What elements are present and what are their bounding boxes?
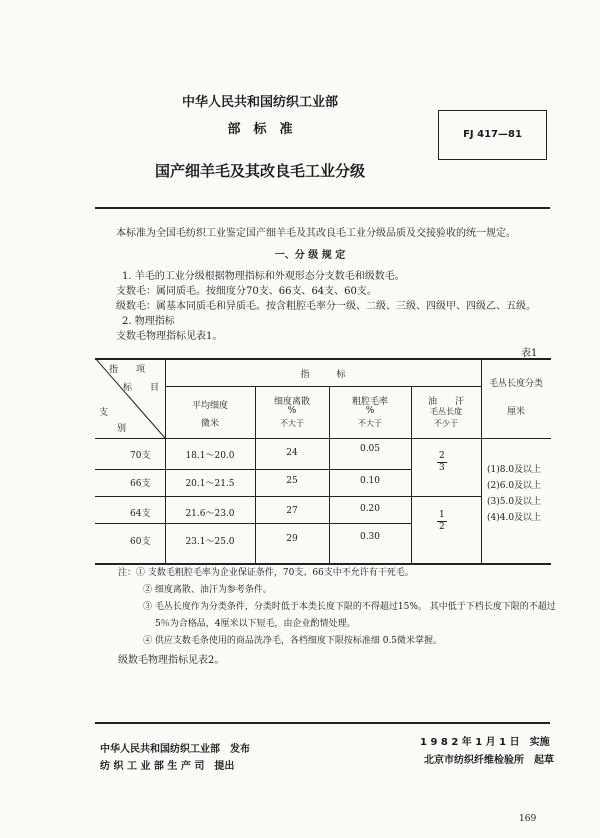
row-fineness: 20.1～21.5 — [185, 479, 235, 489]
footer-drafter: 北京市纺织纤维检验所 起草 — [424, 755, 554, 766]
col-length-name: 毛丛长度分类 — [488, 379, 543, 389]
grease-fraction-top: $\frac{2}{3}$ — [439, 451, 445, 473]
note-3b: 5％为合格品，4厘米以下短毛，由企业酌情处理。 — [155, 619, 356, 629]
section-heading: 一、分 级 规 定 — [274, 250, 346, 261]
indicators-header: 指 标 — [300, 370, 346, 380]
note-1: 注：① 支数毛粗腔毛率为企业保证条件，70支、66支中不允许有干死毛。 — [118, 568, 414, 578]
intro-paragraph: 本标准为全国毛纺织工业鉴定国产细羊毛及其改良毛工业分级品质及交接验收的统一规定。 — [116, 228, 516, 239]
col-dispersion-unit: % — [287, 406, 297, 416]
col-grease-sub: 毛丛长度 — [430, 407, 462, 416]
col-dispersion-name: 细度离散 — [273, 397, 310, 407]
row-dispersion: 27 — [286, 506, 298, 516]
row-dispersion: 25 — [286, 476, 298, 486]
page-number: 169 — [519, 814, 537, 824]
row-coarse: 0.30 — [359, 532, 381, 542]
document-title: 国产细羊毛及其改良毛工业分级 — [154, 162, 365, 180]
paragraph-5: 支数毛物理指标见表1。 — [116, 331, 223, 342]
col-grease-name: 油 汗 — [427, 397, 464, 407]
row-fineness: 18.1～20.0 — [185, 451, 235, 461]
ministry-heading: 中华人民共和国纺织工业部 — [181, 95, 338, 110]
note-3a: ③ 毛丛长度作为分类条件，分类时低于本类长度下限的不得超过15%。 其中低于下档长度下限的不超过 — [143, 602, 556, 612]
row-fineness: 23.1～25.0 — [185, 537, 235, 547]
row-count: 60支 — [130, 537, 151, 547]
note-after: 级数毛物理指标见表2。 — [118, 655, 225, 666]
table-label: 表1 — [521, 348, 538, 359]
col-coarse-name: 粗腔毛率 — [351, 397, 388, 407]
paragraph-3: 级数毛：属基本同质毛和异质毛。按含粗腔毛率分一级、二级、三级、四级甲、四级乙、五级。 — [116, 301, 536, 312]
corner-label-count: 支 — [99, 408, 109, 418]
note-2: ② 细度离散、油汗为参考条件。 — [143, 585, 272, 595]
standard-type: 部 标 准 — [227, 122, 293, 137]
row-fineness: 21.6～23.0 — [185, 509, 235, 519]
footer-issuer: 中华人民共和国纺织工业部 发布 — [100, 744, 250, 755]
row-dispersion: 29 — [286, 534, 298, 544]
code-box — [438, 110, 547, 160]
row-count: 66支 — [130, 479, 151, 489]
col-length-unit: 厘米 — [506, 407, 525, 417]
footer-rule — [95, 722, 550, 724]
standard-code: FJ 417—81 — [463, 129, 522, 140]
row-count: 70支 — [130, 451, 151, 461]
corner-label-mark: 标 目 — [123, 383, 160, 393]
col-coarse-note: 不大于 — [358, 419, 382, 428]
corner-label-item: 指 项 — [109, 365, 146, 375]
length-class-item: (2)6.0及以上 — [487, 481, 542, 491]
paragraph-4: 2. 物理指标 — [122, 316, 175, 327]
length-class-item: (3)5.0及以上 — [487, 497, 542, 507]
length-class-item: (1)8.0及以上 — [487, 465, 542, 475]
length-class-item: (4)4.0及以上 — [487, 513, 542, 523]
corner-label-bie: 别 — [117, 424, 127, 434]
row-coarse: 0.10 — [359, 476, 381, 486]
paragraph-1: 1. 羊毛的工业分级根据物理指标和外观形态分支数毛和级数毛。 — [122, 271, 405, 282]
col-dispersion-note: 不大于 — [280, 419, 304, 428]
paragraph-2: 支数毛：属同质毛。按细度分70支、66支、64支、60支。 — [116, 286, 377, 297]
grease-fraction-bottom: $\frac{1}{2}$ — [439, 510, 445, 532]
col-grease-note: 不少于 — [434, 419, 458, 428]
footer-proposer: 纺 织 工 业 部 生 产 司 提出 — [100, 761, 235, 772]
col-fineness-unit: 微米 — [200, 419, 219, 429]
row-dispersion: 24 — [286, 448, 298, 458]
header-rule — [95, 207, 550, 209]
table-1 — [95, 358, 551, 564]
note-4: ④ 供应支数毛条使用的商品洗净毛，各档细度下限按标准细 0.5微米掌握。 — [143, 636, 443, 646]
col-coarse-unit: % — [365, 406, 375, 416]
col-fineness-name: 平均细度 — [191, 401, 228, 411]
row-count: 64支 — [130, 509, 151, 519]
row-coarse: 0.05 — [359, 444, 381, 454]
row-coarse: 0.20 — [359, 504, 381, 514]
footer-date: 1 9 8 2 年 1 月 1 日 实施 — [420, 737, 550, 748]
